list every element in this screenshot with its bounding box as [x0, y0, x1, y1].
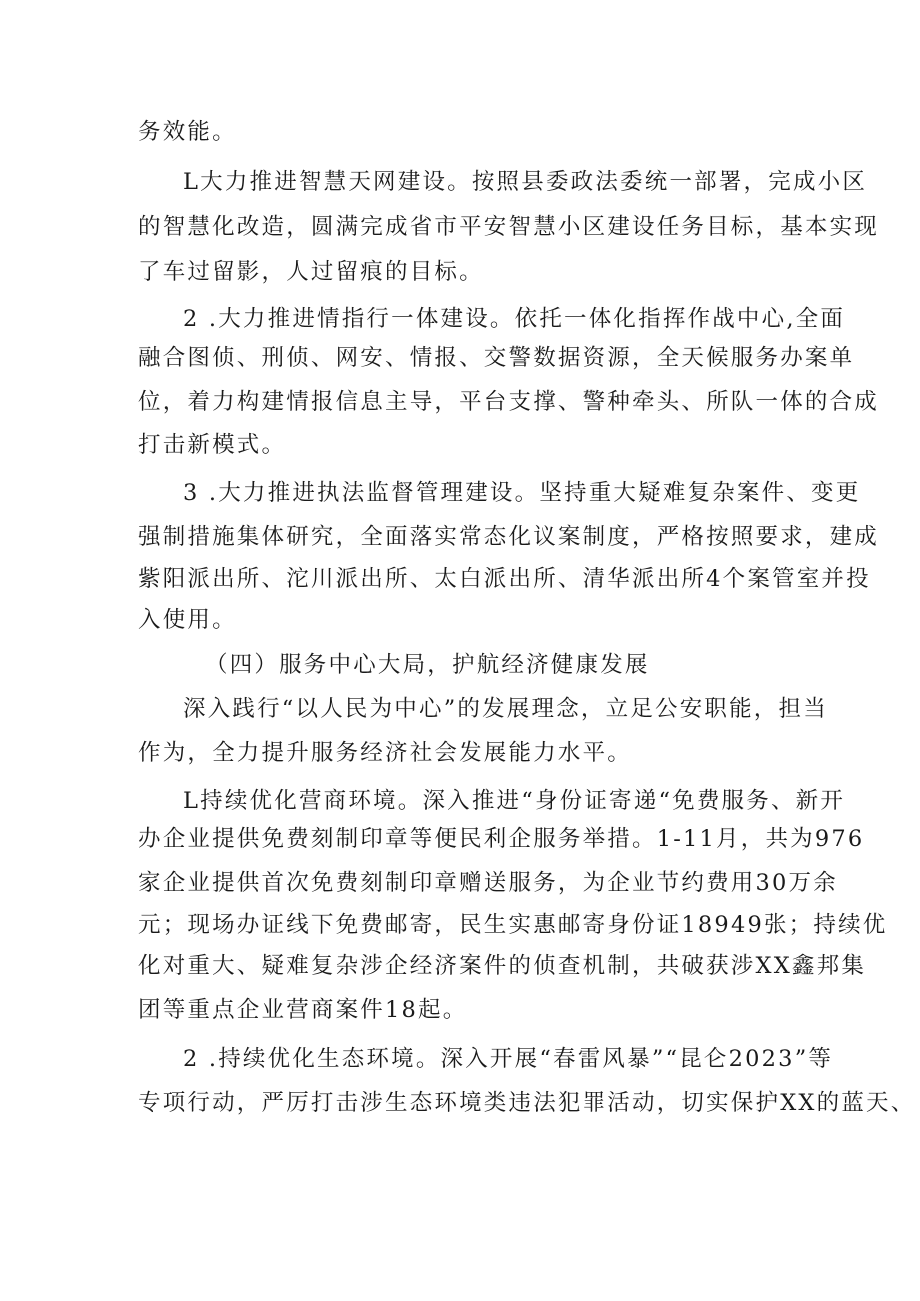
text-line: 务效能。	[138, 119, 237, 145]
text-line: 入使用。	[138, 607, 237, 633]
text-line: 团等重点企业营商案件18起。	[138, 997, 468, 1023]
text-line: 化对重大、疑难复杂涉企经济案件的侦查机制，共破获涉XX鑫邦集	[138, 953, 867, 979]
text-line: 紫阳派出所、沱川派出所、太白派出所、清华派出所4个案管室并投	[138, 566, 871, 592]
text-line: 强制措施集体研究，全面落实常态化议案制度，严格按照要求，建成	[138, 524, 880, 550]
text-line: 办企业提供免费刻制印章等便民利企服务举措。1-11月，共为976	[138, 826, 865, 852]
text-line: L持续优化营商环境。深入推进“身份证寄递“免费服务、新开	[183, 788, 846, 814]
text-line: 打击新模式。	[138, 432, 287, 458]
text-line: 位，着力构建情报信息主导，平台支撑、警种牵头、所队一体的合成	[138, 389, 880, 415]
text-line: 2 .持续优化生态环境。深入开展“春雷风暴”“昆仑2023”等	[183, 1046, 834, 1072]
text-line: 元；现场办证线下免费邮寄，民生实惠邮寄身份证18949张；持续优	[138, 912, 888, 938]
text-line: 3 .大力推进执法监督管理建设。坚持重大疑难复杂案件、变更	[183, 480, 861, 506]
text-line: 了车过留影，人过留痕的目标。	[138, 259, 484, 285]
text-line: 的智慧化改造，圆满完成省市平安智慧小区建设任务目标，基本实现	[138, 214, 880, 240]
text-line: 2 .大力推进情指行一体建设。依托一体化指挥作战中心,全面	[183, 306, 846, 332]
section-heading: （四）服务中心大局，护航经济健康发展	[205, 652, 650, 678]
text-line: 作为，全力提升服务经济社会发展能力水平。	[138, 740, 633, 766]
text-line: L大力推进智慧天网建设。按照县委政法委统一部署，完成小区	[183, 169, 868, 195]
text-line: 融合图侦、刑侦、网安、情报、交警数据资源，全天候服务办案单	[138, 345, 855, 371]
text-line: 深入践行“以人民为中心”的发展理念，立足公安职能，担当	[183, 696, 828, 722]
text-line: 家企业提供首次免费刻制印章赠送服务，为企业节约费用30万余	[138, 870, 838, 896]
text-line: 专项行动，严厉打击涉生态环境类违法犯罪活动，切实保护XX的蓝天、	[138, 1090, 916, 1116]
